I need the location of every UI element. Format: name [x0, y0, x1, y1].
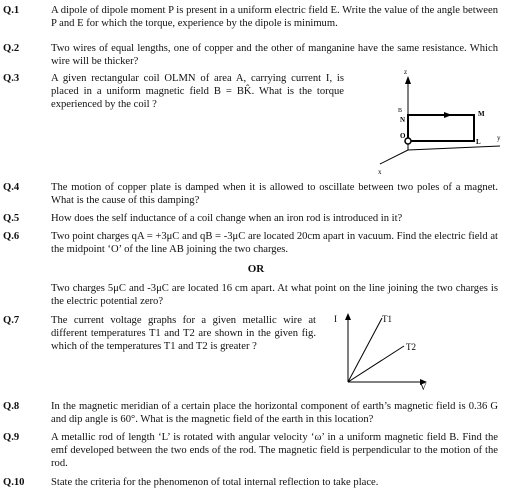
- b-label: B: [398, 108, 403, 114]
- question-number: Q.1: [3, 5, 20, 16]
- v-axis-label: V: [420, 382, 427, 390]
- t1-line: [348, 318, 382, 382]
- question-number: Q.7: [3, 315, 20, 326]
- question-text: Two point charges qA = +3μC and qB = -3μC are located 20cm apart in vacuum. Find the electric field at the midpoint ‘O’ of the line AB joining the two charges.: [51, 231, 498, 255]
- question-number: Q.5: [3, 213, 20, 224]
- coil-rectangle: [408, 115, 474, 141]
- question-text: State the criteria for the phenomenon of total internal reflection to take place.: [51, 477, 379, 488]
- question-text: A given rectangular coil OLMN of area A, carrying current I, is placed in a uniform magnetic field B = BK̂. What is the torque experienced by the coil ?: [51, 73, 344, 110]
- question-text: A metallic rod of length ‘L’ is rotated with angular velocity ‘ω’ in a uniform magnetic field B. Find the emf developed between the two ends of the rod. The magnetic field is perpendicular to the motion of the rod.: [51, 432, 498, 469]
- question-text: How does the self inductance of a coil change when an iron rod is introduced in it?: [51, 213, 403, 224]
- iv-graph: [330, 310, 450, 390]
- or-divider: OR: [247, 263, 265, 275]
- o-label: O: [400, 132, 406, 140]
- i-axis-label: I: [334, 314, 337, 324]
- coil-figure: [360, 68, 510, 178]
- question-text: Two wires of equal lengths, one of copper and the other of manganine have the same resistance. Which wire will be thicker?: [51, 43, 498, 67]
- t2-line: [348, 346, 404, 382]
- question-number: Q.4: [3, 182, 20, 193]
- y-label: y: [497, 134, 501, 142]
- question-text: The current voltage graphs for a given metallic wire at different temperatures T1 and T2 are shown in the given fig. which of the temperatures T1 and T2 is greater ?: [51, 315, 316, 352]
- question-number: Q.10: [3, 477, 25, 488]
- x-axis: [380, 150, 408, 164]
- z-arrow: [405, 76, 411, 84]
- question-number: Q.9: [3, 432, 20, 443]
- l-label: L: [476, 138, 481, 146]
- question-text: In the magnetic meridian of a certain place the horizontal component of earth’s magnetic field is 0.36 G and dip angle is 60°. What is the magnetic field of the earth in this location?: [51, 401, 498, 425]
- origin-point: [405, 138, 411, 144]
- question-text: A dipole of dipole moment P is present in a uniform electric field E. Write the value of the angle between P and E for which the torque, experience by the dipole is minimum.: [51, 5, 498, 29]
- question-number: Q.6: [3, 231, 20, 242]
- y-axis: [408, 146, 500, 150]
- question-text: Two charges 5μC and -3μC are located 16 cm apart. At what point on the line joining the two charges is the electric potential zero?: [51, 283, 498, 307]
- z-label: z: [404, 68, 408, 76]
- n-label: N: [400, 116, 406, 124]
- question-text: The motion of copper plate is damped when it is allowed to oscillate between two poles of a magnet. What is the cause of this damping?: [51, 182, 498, 206]
- question-number: Q.3: [3, 73, 20, 84]
- t1-label: T1: [382, 314, 392, 324]
- question-number: Q.8: [3, 401, 20, 412]
- x-label: x: [378, 168, 382, 176]
- current-arrow: [444, 112, 452, 118]
- m-label: M: [478, 110, 485, 118]
- question-number: Q.2: [3, 43, 20, 54]
- t2-label: T2: [406, 342, 416, 352]
- i-axis-arrow: [345, 313, 351, 320]
